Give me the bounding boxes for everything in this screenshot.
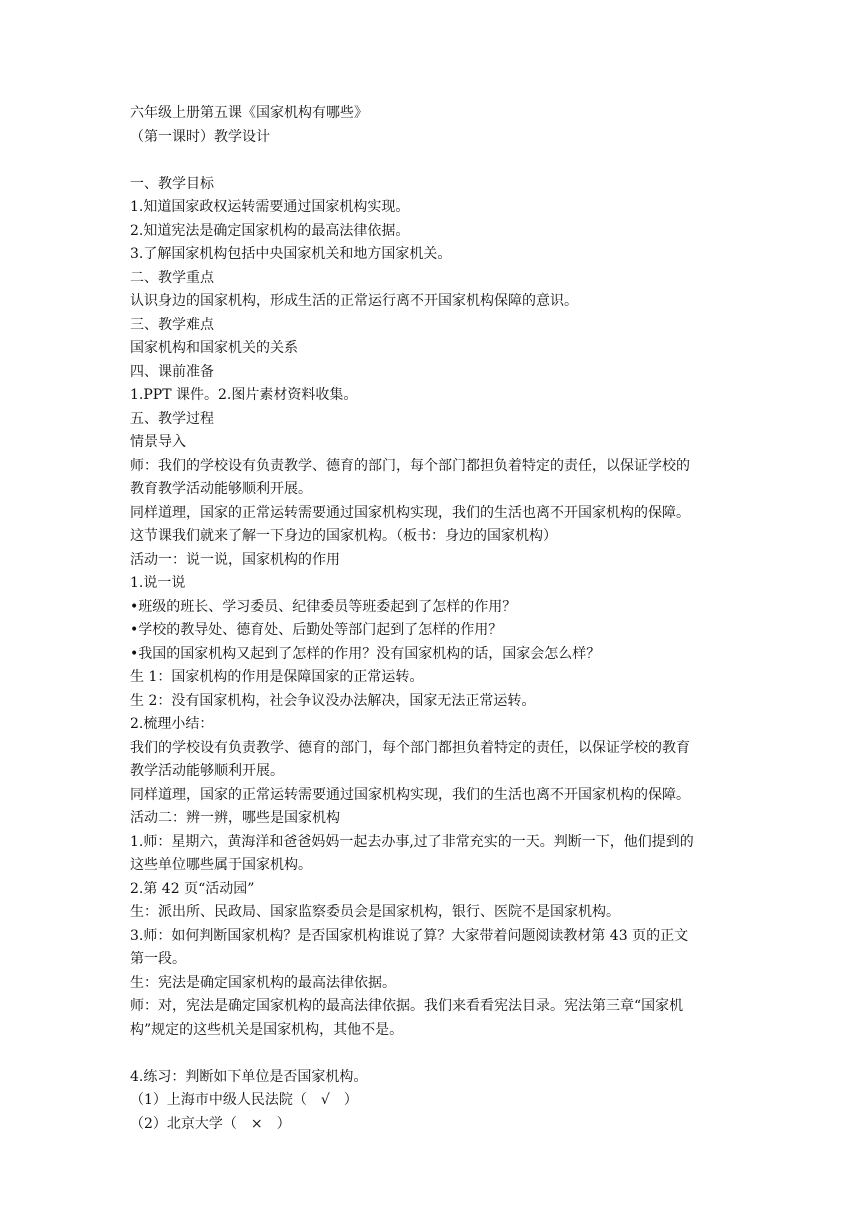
paragraph-line: 3.师：如何判断国家机构？是否国家机构谁说了算？大家带着问题阅读教材第 43 页的正文 bbox=[130, 927, 689, 944]
blank-line bbox=[130, 149, 740, 173]
subheading-introduction: 情景导入 bbox=[130, 434, 186, 450]
paragraph-line: 这节课我们就来了解一下身边的国家机构。（板书：身边的国家机构） bbox=[130, 528, 557, 544]
paragraph-line: 国家机构和国家机关的关系 bbox=[130, 340, 298, 356]
section-heading-process: 五、教学过程 bbox=[130, 410, 214, 427]
paragraph-line: 我们的学校设有负责教学、德育的部门，每个部门都担负着特定的责任，以保证学校的教育 bbox=[130, 739, 690, 756]
paragraph-line: 认识身边的国家机构，形成生活的正常运行离不开国家机构保障的意识。 bbox=[130, 293, 578, 309]
blank-line bbox=[130, 1042, 740, 1066]
paragraph-line: 1.PPT 课件。2.图片素材资料收集。 bbox=[130, 387, 358, 403]
activity-step: 2.梳理小结： bbox=[130, 716, 214, 732]
bullet-item: •我国的国家机构又起到了怎样的作用？没有国家机构的话，国家会怎么样？ bbox=[130, 645, 601, 662]
student-answer: 生 2：没有国家机构，社会争议没办法解决，国家无法正常运转。 bbox=[130, 692, 536, 709]
student-answer: 生：宪法是确定国家机构的最高法律依据。 bbox=[130, 974, 396, 991]
section-heading-objectives: 一、教学目标 bbox=[130, 175, 214, 192]
activity-step: 2.第 42 页“活动园” bbox=[130, 880, 255, 897]
exercise-item: （1）上海市中级人民法院（ √ ） bbox=[130, 1092, 358, 1108]
document-title: 六年级上册第五课《国家机构有哪些》 bbox=[130, 105, 368, 121]
section-heading-key-points: 二、教学重点 bbox=[130, 269, 214, 286]
objective-item: 2.知道宪法是确定国家机构的最高法律依据。 bbox=[130, 222, 410, 239]
student-answer: 生 1：国家机构的作用是保障国家的正常运转。 bbox=[130, 669, 424, 685]
paragraph-line: 教育教学活动能够顺利开展。 bbox=[130, 481, 312, 497]
section-heading-preparation: 四、课前准备 bbox=[130, 363, 214, 380]
exercise-item: （2）北京大学（ × ） bbox=[130, 1115, 291, 1132]
paragraph-line: 师：对，宪法是确定国家机构的最高法律依据。我们来看看宪法目录。宪法第三章“国家机 bbox=[130, 998, 684, 1014]
paragraph-line: 师：我们的学校设有负责教学、德育的部门，每个部门都担负着特定的责任，以保证学校的 bbox=[130, 457, 690, 474]
paragraph-line: 第一段。 bbox=[130, 951, 186, 967]
bullet-item: •班级的班长、学习委员、纪律委员等班委起到了怎样的作用？ bbox=[130, 598, 517, 615]
exercise-heading: 4.练习：判断如下单位是否国家机构。 bbox=[130, 1068, 368, 1085]
objective-item: 1.知道国家政权运转需要通过国家机构实现。 bbox=[130, 199, 410, 215]
paragraph-line: 教学活动能够顺利开展。 bbox=[130, 763, 284, 779]
paragraph-line: 这些单位哪些属于国家机构。 bbox=[130, 857, 312, 873]
activity-heading: 活动二：辨一辨，哪些是国家机构 bbox=[130, 810, 340, 826]
document-subtitle: （第一课时）教学设计 bbox=[130, 128, 270, 145]
document-body bbox=[130, 102, 740, 1136]
paragraph-line: 同样道理，国家的正常运转需要通过国家机构实现，我们的生活也离不开国家机构的保障。 bbox=[130, 786, 690, 803]
bullet-item: •学校的教导处、德育处、后勤处等部门起到了怎样的作用？ bbox=[130, 622, 503, 638]
paragraph-line: 构”规定的这些机关是国家机构，其他不是。 bbox=[130, 1021, 404, 1038]
activity-step: 1.说一说 bbox=[130, 575, 186, 591]
section-heading-difficulties: 三、教学难点 bbox=[130, 316, 214, 333]
activity-heading: 活动一：说一说，国家机构的作用 bbox=[130, 551, 340, 568]
student-answer: 生：派出所、民政局、国家监察委员会是国家机构，银行、医院不是国家机构。 bbox=[130, 904, 620, 920]
paragraph-line: 1.师：星期六，黄海洋和爸爸妈妈一起去办事,过了非常充实的一天。判断一下，他们提到的 bbox=[130, 833, 694, 850]
objective-item: 3.了解国家机构包括中央国家机关和地方国家机关。 bbox=[130, 246, 452, 262]
paragraph-line: 同样道理，国家的正常运转需要通过国家机构实现，我们的生活也离不开国家机构的保障。 bbox=[130, 504, 690, 521]
